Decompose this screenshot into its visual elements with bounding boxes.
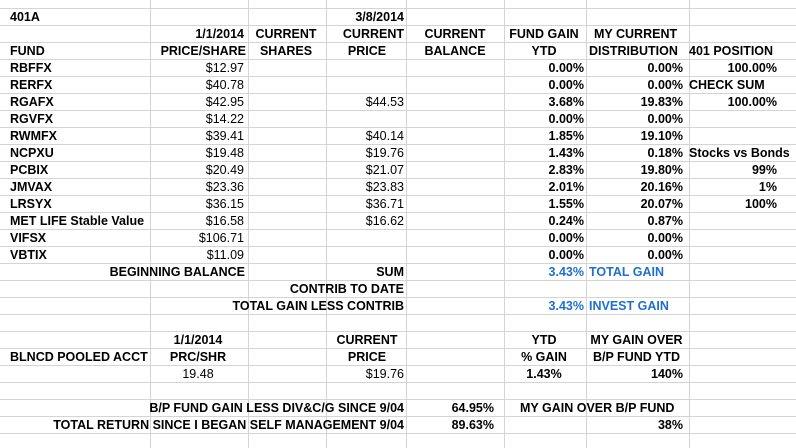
fund-name[interactable]: PCBIX [10,163,49,177]
my-distribution[interactable]: 0.00% [647,112,683,126]
header-fund[interactable]: FUND [10,44,45,58]
header-ytd[interactable]: YTD [531,44,557,58]
price-current[interactable] [330,230,404,247]
my-distribution[interactable]: 19.10% [640,129,683,143]
my-distribution[interactable]: 20.07% [640,197,683,211]
price-current[interactable]: $21.07 [365,163,404,177]
fund-gain-ytd[interactable]: 0.00% [548,61,584,75]
pooled-account-label[interactable]: BLNCD POOLED ACCT [10,350,148,364]
fund-name[interactable]: RGVFX [10,112,54,126]
stocks-pct[interactable]: 99% [751,163,777,177]
fund-name[interactable]: RGAFX [10,95,54,109]
fund-gain-ytd[interactable]: 0.00% [548,78,584,92]
my-distribution[interactable]: 0.87% [647,214,683,228]
price-current[interactable]: $19.76 [365,146,404,160]
my-distribution[interactable]: 19.83% [640,95,683,109]
price-jan[interactable]: $11.09 [206,248,244,262]
pooled-ytd[interactable]: YTD [531,333,557,347]
header-date-mar[interactable]: 3/8/2014 [355,10,404,24]
header-distribution[interactable]: DISTRIBUTION [589,44,678,58]
header-current-balance-top[interactable]: CURRENT [424,27,486,41]
sum-label[interactable]: SUM [376,265,404,279]
gain-over-bp-value[interactable]: 38% [657,418,683,432]
fund-gain-ytd[interactable]: 0.00% [548,248,584,262]
beginning-balance-label[interactable]: BEGINNING BALANCE [109,265,245,279]
grid-col-line [586,0,587,448]
header-price-share[interactable]: PRICE/SHARE [160,44,246,58]
pooled-prc-shr[interactable]: PRC/SHR [169,350,227,364]
fund-name[interactable]: JMVAX [10,180,53,194]
total-return-value[interactable]: 89.63% [451,418,494,432]
total-gain-value[interactable]: 3.43% [548,265,584,279]
grid-col-line [326,0,327,448]
pooled-pct-gain[interactable]: % GAIN [521,350,567,364]
price-jan[interactable]: $20.49 [205,163,244,177]
pooled-bp-fund-ytd[interactable]: B/P FUND YTD [592,350,681,364]
invest-gain-value[interactable]: 3.43% [548,299,584,313]
bonds-pct[interactable]: 1% [758,180,777,194]
fund-name[interactable]: VIFSX [10,231,47,245]
fund-gain-ytd[interactable]: 2.01% [548,180,584,194]
price-current[interactable] [330,247,404,264]
price-jan[interactable]: $12.97 [205,61,244,75]
header-current-price-top[interactable]: CURRENT [342,27,404,41]
my-distribution[interactable]: 0.00% [647,248,683,262]
fund-name[interactable]: RWMFX [10,129,57,143]
pooled-prc-value[interactable]: 19.48 [182,367,214,381]
price-current[interactable] [330,60,404,77]
pooled-price-value[interactable]: $19.76 [365,367,404,381]
header-price[interactable]: PRICE [347,44,387,58]
my-distribution[interactable]: 20.16% [640,180,683,194]
price-jan[interactable]: $36.15 [205,197,244,211]
my-distribution[interactable]: 19.80% [640,163,683,177]
checksum-value[interactable]: 100.00% [727,95,777,109]
fund-name[interactable]: LRSYX [10,197,52,211]
price-current[interactable]: $23.83 [365,180,404,194]
grid-col-line [248,0,249,448]
price-jan[interactable]: $39.41 [205,129,244,143]
header-fund-gain[interactable]: FUND GAIN [509,27,579,41]
gain-over-bp-label[interactable]: MY GAIN OVER B/P FUND [520,401,675,415]
header-date-jan[interactable]: 1/1/2014 [195,27,244,41]
price-jan[interactable]: $42.95 [205,95,244,109]
fund-gain-ytd[interactable]: 1.85% [548,129,584,143]
price-jan[interactable]: $40.78 [205,78,244,92]
my-distribution[interactable]: 0.00% [647,78,683,92]
fund-gain-ytd[interactable]: 0.00% [548,231,584,245]
pooled-over-value[interactable]: 140% [651,367,683,381]
my-distribution[interactable]: 0.18% [647,146,683,160]
pooled-my-gain-over[interactable]: MY GAIN OVER [590,333,683,347]
price-jan[interactable]: $16.58 [205,214,244,228]
header-my-current[interactable]: MY CURRENT [594,27,678,41]
my-distribution[interactable]: 0.00% [647,61,683,75]
stocks-bonds-label[interactable]: Stocks vs Bonds [689,146,790,160]
header-401-position[interactable]: 401 POSITION [689,44,774,58]
header-current-shares-top[interactable]: CURRENT [255,27,317,41]
fund-gain-ytd[interactable]: 0.00% [548,112,584,126]
price-current[interactable]: $36.71 [365,197,404,211]
grid-col-line [406,0,407,448]
pooled-date[interactable]: 1/1/2014 [173,333,223,347]
bp-fund-gain-value[interactable]: 64.95% [451,401,494,415]
invest-gain-label[interactable]: INVEST GAIN [589,299,669,313]
fund-gain-ytd[interactable]: 1.55% [548,197,584,211]
total-gain-label[interactable]: TOTAL GAIN [589,265,664,279]
my-distribution[interactable]: 0.00% [647,231,683,245]
bp-fund-gain-label[interactable]: B/P FUND GAIN LESS DIV&C/G SINCE 9/04 [149,401,404,415]
price-jan[interactable]: $19.48 [205,146,244,160]
fund-gain-ytd[interactable]: 1.43% [548,146,584,160]
price-current[interactable]: $40.14 [365,129,404,143]
contrib-to-date-label[interactable]: CONTRIB TO DATE [289,282,404,296]
price-current[interactable]: $16.62 [365,214,404,228]
total-pct[interactable]: 100% [745,197,777,211]
checksum-label[interactable]: CHECK SUM [689,78,765,92]
pooled-price[interactable]: PRICE [347,350,387,364]
position-value[interactable]: 100.00% [727,61,777,75]
price-jan[interactable]: $106.71 [198,231,244,245]
fund-name[interactable]: VBTIX [10,248,47,262]
fund-gain-ytd[interactable]: 0.24% [548,214,584,228]
fund-name[interactable]: RBFFX [10,61,52,75]
price-jan[interactable]: $14.22 [205,112,244,126]
sheet-title[interactable]: 401A [10,10,40,24]
fund-name[interactable]: NCPXU [10,146,54,160]
fund-gain-ytd[interactable]: 3.68% [548,95,584,109]
total-return-label[interactable]: TOTAL RETURN SINCE I BEGAN SELF MANAGEMENT 9/04 [53,418,404,432]
total-gain-less-contrib-label[interactable]: TOTAL GAIN LESS CONTRIB [232,299,404,313]
header-shares[interactable]: SHARES [259,44,313,58]
price-current[interactable]: $44.53 [365,95,404,109]
price-jan[interactable]: $23.36 [205,180,244,194]
fund-gain-ytd[interactable]: 2.83% [548,163,584,177]
price-current[interactable] [330,77,404,94]
pooled-current[interactable]: CURRENT [336,333,398,347]
pooled-gain-value[interactable]: 1.43% [526,367,562,381]
fund-name[interactable]: RERFX [10,78,53,92]
header-balance[interactable]: BALANCE [424,44,486,58]
fund-name[interactable]: MET LIFE Stable Value [10,214,145,228]
price-current[interactable] [330,111,404,128]
